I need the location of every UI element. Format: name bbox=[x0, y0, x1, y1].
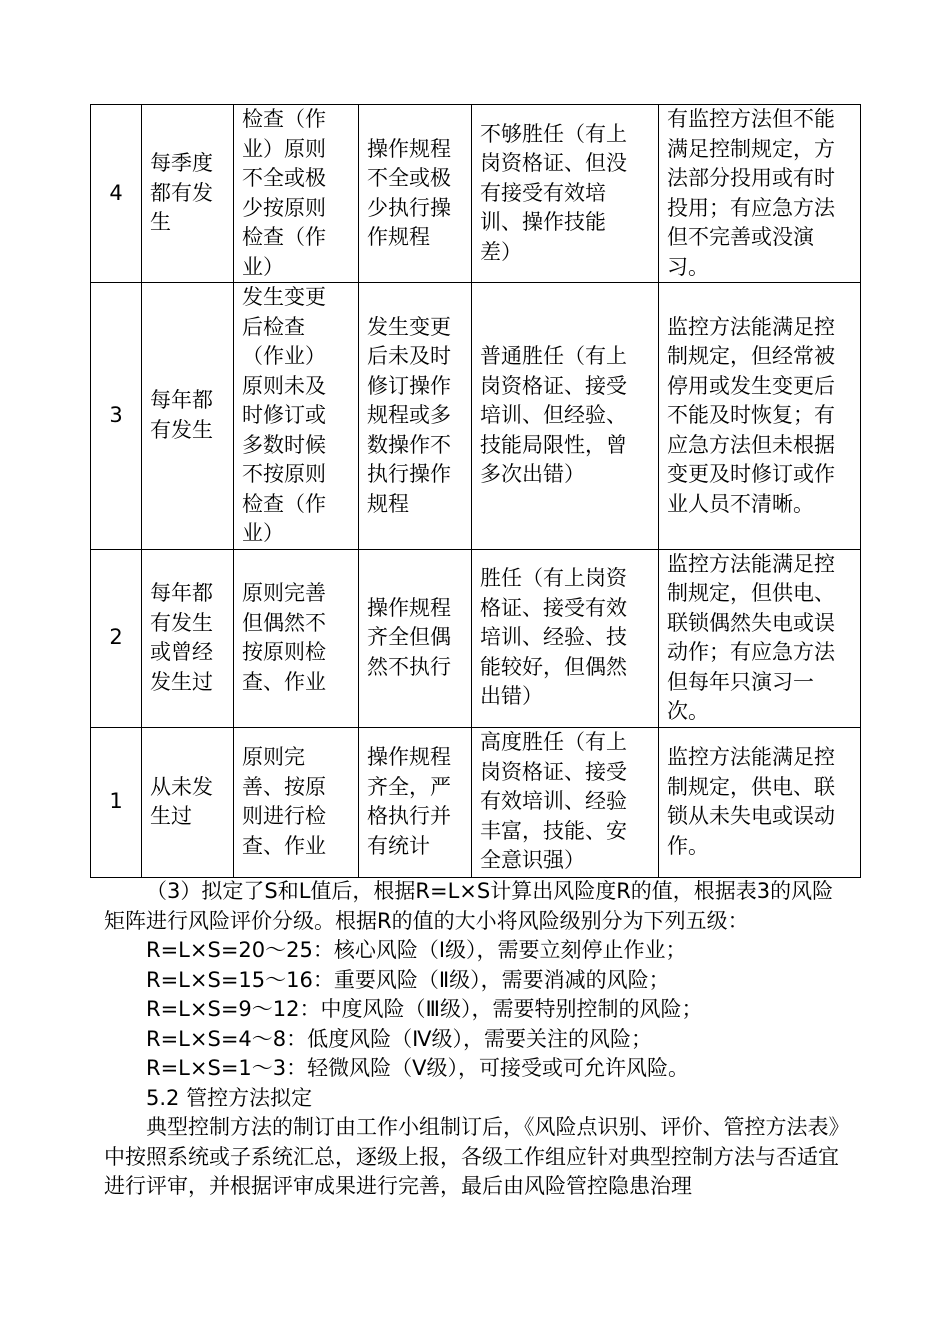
risk-criteria-table bbox=[90, 104, 861, 878]
competence-cell: 高度胜任（有上 岗资格证、接受 有效培训、经验 丰富，技能、安 全意识强） bbox=[472, 727, 659, 877]
inspection-cell: 发生变更 后检查 （作业） 原则未及 时修订或 多数时候 不按原则 检查（作 业） bbox=[234, 283, 359, 550]
level-cell: 3 bbox=[91, 283, 142, 550]
competence-cell: 普通胜任（有上 岗资格证、接受 培训、但经验、 技能局限性，曾 多次出错） bbox=[472, 283, 659, 550]
competence-cell: 胜任（有上岗资 格证、接受有效 培训、经验、技 能较好，但偶然 出错） bbox=[472, 549, 659, 727]
table-row bbox=[91, 105, 861, 283]
procedure-cell: 发生变更 后未及时 修订操作 规程或多 数操作不 执行操作 规程 bbox=[359, 283, 472, 550]
procedure-cell: 操作规程 齐全，严 格执行并 有统计 bbox=[359, 727, 472, 877]
body-paragraph: 典型控制方法的制订由工作小组制订后，《风险点识别、评价、管控方法表》中按照系统或子系统汇总，逐级上报，各级工作组应针对典型控制方法与否适宜进行评审，并根据评审成果进行完善，最后由风险管控隐患治理 bbox=[104, 1115, 850, 1198]
procedure-cell: 操作规程 齐全但偶 然不执行 bbox=[359, 549, 472, 727]
table-row bbox=[91, 727, 861, 877]
risk-level-item: R=L×S=4～8：低度风险（Ⅳ级），需要关注的风险； bbox=[146, 1026, 653, 1051]
procedure-cell: 操作规程 不全或极 少执行操 作规程 bbox=[359, 105, 472, 283]
frequency-cell: 每年都 有发生 或曾经 发生过 bbox=[142, 549, 234, 727]
control-cell: 监控方法能满足控 制规定，但供电、 联锁偶然失电或误 动作；有应急方法 但每年只演习一 次。 bbox=[659, 549, 861, 727]
risk-level-item: R=L×S=20～25：核心风险（Ⅰ级），需要立刻停止作业； bbox=[146, 938, 687, 962]
table-row bbox=[91, 283, 861, 550]
control-cell: 监控方法能满足控 制规定，供电、联 锁从未失电或误动 作。 bbox=[659, 727, 861, 877]
intro-paragraph: （3）拟定了S和L值后，根据R=L×S计算出风险度R的值，根据表3的风险矩阵进行风险评价分级。根据R的值的大小将风险级别分为下列五级： bbox=[104, 879, 834, 933]
frequency-cell: 从未发 生过 bbox=[142, 727, 234, 877]
competence-cell: 不够胜任（有上 岗资格证、但没 有接受有效培 训、操作技能 差） bbox=[472, 105, 659, 283]
risk-level-item: R=L×S=1～3：轻微风险（Ⅴ级），可接受或可允许风险。 bbox=[146, 1056, 689, 1080]
inspection-cell: 原则完善 但偶然不 按原则检 查、作业 bbox=[234, 549, 359, 727]
inspection-cell: 检查（作 业）原则 不全或极 少按原则 检查（作 业） bbox=[234, 105, 359, 283]
control-cell: 有监控方法但不能 满足控制规定，方 法部分投用或有时 投用；有应急方法 但不完善或没演 习。 bbox=[659, 105, 861, 283]
section-heading: 5.2 管控方法拟定 bbox=[146, 1085, 313, 1110]
level-cell: 4 bbox=[91, 105, 142, 283]
level-cell: 1 bbox=[91, 727, 142, 877]
level-cell: 2 bbox=[91, 549, 142, 727]
frequency-cell: 每年都 有发生 bbox=[142, 283, 234, 550]
body-text bbox=[104, 877, 850, 1202]
table-row bbox=[91, 549, 861, 727]
frequency-cell: 每季度 都有发 生 bbox=[142, 105, 234, 283]
control-cell: 监控方法能满足控 制规定，但经常被 停用或发生变更后 不能及时恢复；有 应急方法但未根据 变更及时修订或作 业人员不清晰。 bbox=[659, 283, 861, 550]
risk-level-item: R=L×S=15～16：重要风险（Ⅱ级），需要消减的风险； bbox=[146, 967, 670, 992]
risk-level-item: R=L×S=9～12：中度风险（Ⅲ级），需要特别控制的风险； bbox=[146, 997, 703, 1021]
inspection-cell: 原则完 善、按原 则进行检 查、作业 bbox=[234, 727, 359, 877]
